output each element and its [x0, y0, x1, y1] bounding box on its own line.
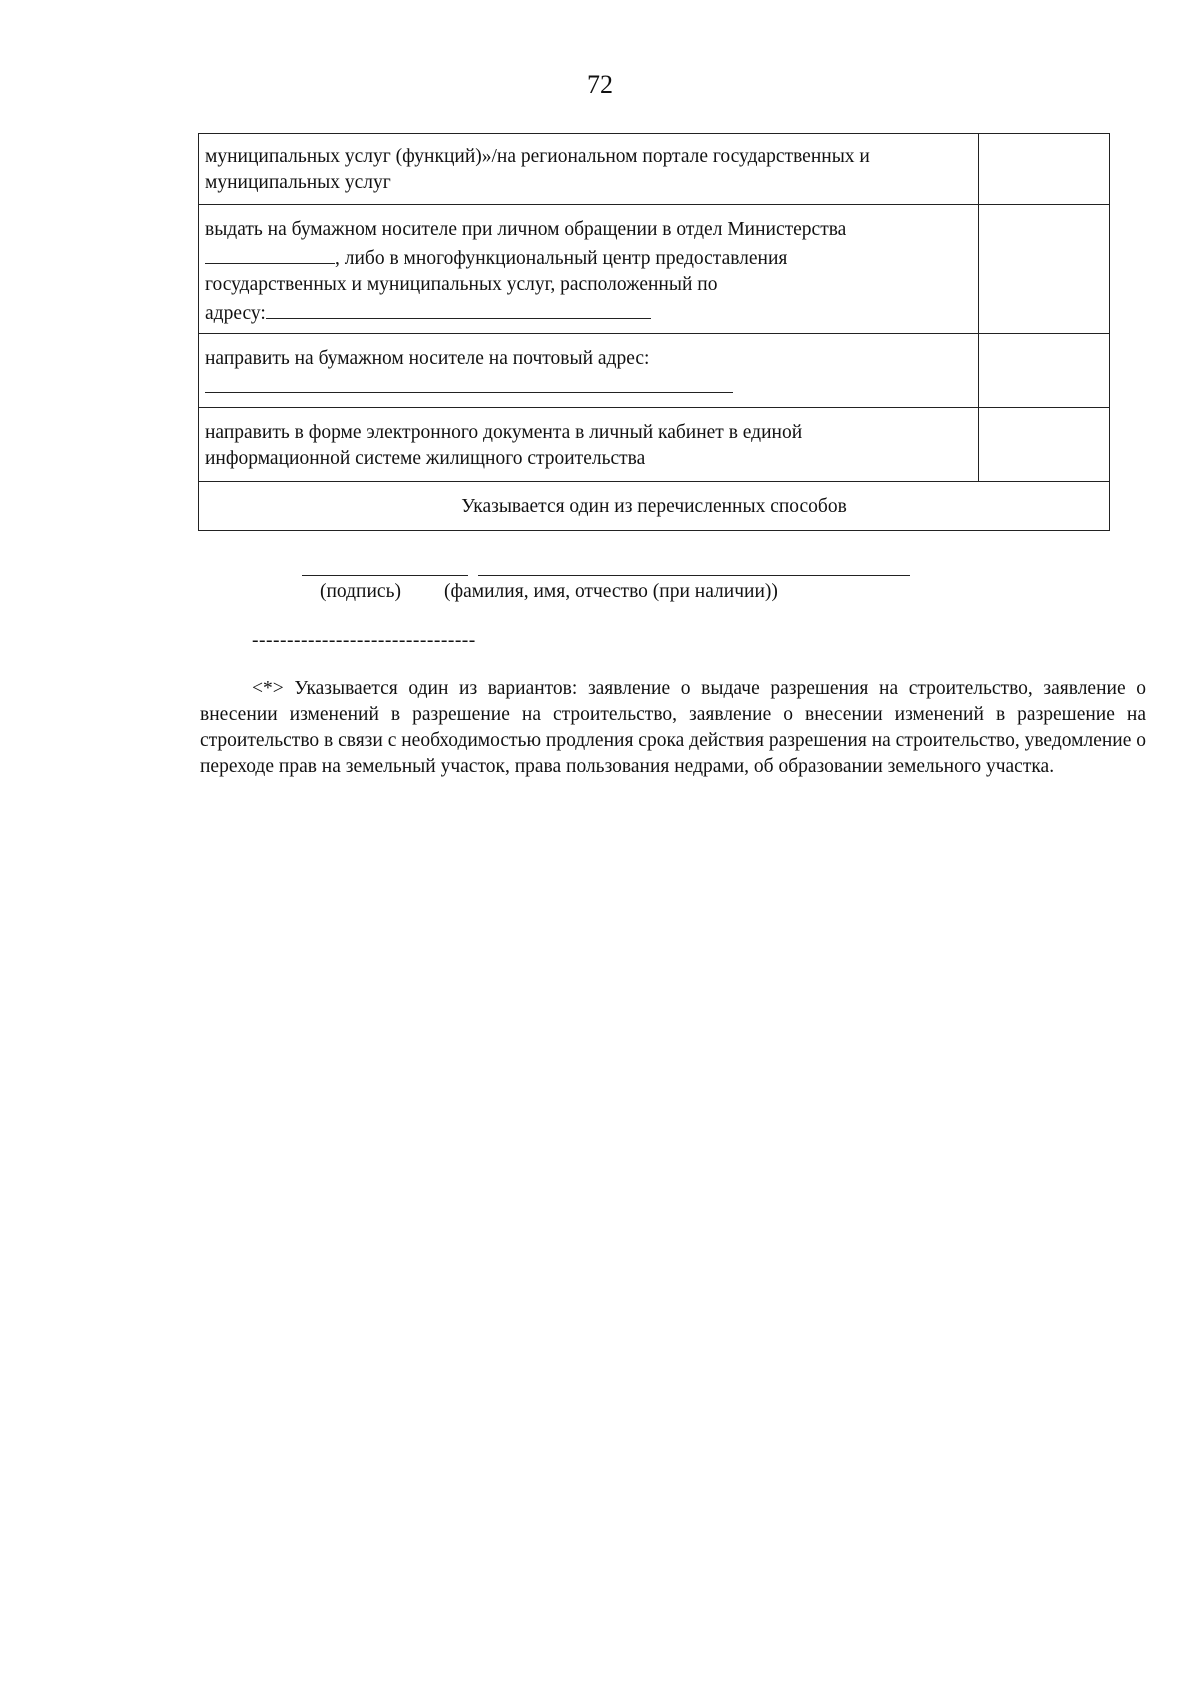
- option-checkbox-cell[interactable]: [979, 408, 1110, 482]
- footnote-text: <*> Указывается один из вариантов: заявление о выдаче разрешения на строительство, заявление о внесении изменений в разрешение на строительство, заявление о внесении изменений в разрешение на строительство в связи с необходимостью продления срока действия разрешения на строительство, уведомление о переходе прав на земельный участок, права пользования недрами, об образовании земельного участка.: [200, 678, 1147, 777]
- delivery-options-table: [198, 133, 1110, 531]
- postal-address-blank[interactable]: [205, 372, 733, 393]
- option-text-paper-in-person: [199, 205, 979, 334]
- full-name-line[interactable]: [478, 575, 910, 576]
- option-line: муниципальных услуг (функций)»/на региональном портале государственных и: [205, 146, 870, 167]
- option-text-paper-by-mail: [199, 334, 979, 408]
- option-text-electronic: [199, 408, 979, 482]
- option-text-portal: [199, 134, 979, 205]
- signature-label: (подпись): [320, 581, 401, 602]
- footnote-separator: --------------------------------: [252, 630, 476, 651]
- option-line: муниципальных услуг: [205, 172, 391, 193]
- signature-line[interactable]: [302, 575, 468, 576]
- option-checkbox-cell[interactable]: [979, 334, 1110, 408]
- option-line: направить в форме электронного документа в личный кабинет в единой: [205, 422, 803, 443]
- page-number: 72: [587, 70, 613, 99]
- option-line: выдать на бумажном носителе при личном обращении в отдел Министерства: [205, 219, 847, 240]
- table-footer-note: Указывается один из перечисленных способов: [199, 482, 1110, 531]
- table-footer-row: [199, 482, 1110, 531]
- address-label: адресу:: [205, 303, 266, 324]
- option-line: [205, 298, 970, 327]
- table-row: [199, 134, 1110, 205]
- option-checkbox-cell[interactable]: [979, 134, 1110, 205]
- option-line: [205, 243, 970, 272]
- mfc-address-blank[interactable]: [266, 298, 651, 319]
- full-name-label: (фамилия, имя, отчество (при наличии)): [444, 581, 778, 602]
- option-line: [205, 372, 970, 401]
- option-line: информационной системе жилищного строительства: [205, 448, 646, 469]
- option-line: государственных и муниципальных услуг, расположенный по: [205, 274, 718, 295]
- table-row: [199, 408, 1110, 482]
- option-checkbox-cell[interactable]: [979, 205, 1110, 334]
- table-row: [199, 334, 1110, 408]
- option-line: направить на бумажном носителе на почтовый адрес:: [205, 348, 650, 369]
- option-line-suffix: , либо в многофункциональный центр предоставления: [335, 248, 788, 269]
- table-row: [199, 205, 1110, 334]
- ministry-department-blank[interactable]: [205, 243, 335, 264]
